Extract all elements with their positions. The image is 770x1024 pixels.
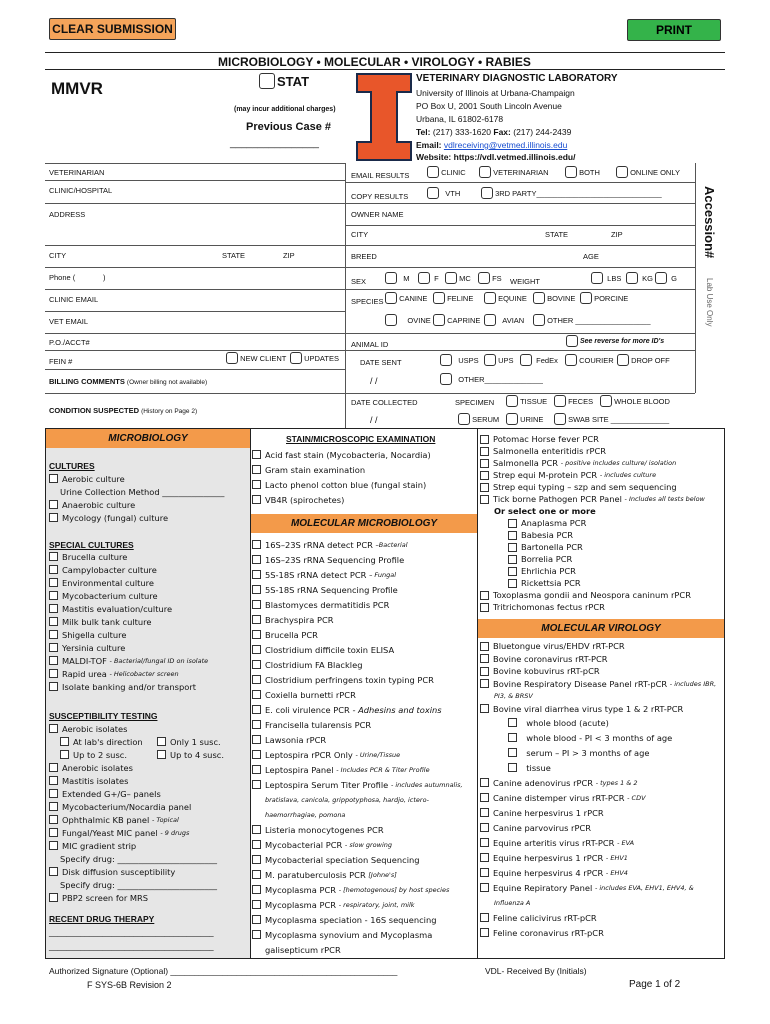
mm-lawsonia-option[interactable]: Lawsonia rPCR: [252, 732, 463, 747]
rapid-urea-option[interactable]: Rapid urea - Helicobacter screen: [49, 667, 208, 680]
ehv4-option[interactable]: Equine herpesvirus 4 rPCR - EHV4: [480, 865, 716, 880]
specimen-serum-option[interactable]: SERUM: [458, 413, 499, 425]
email-results-label: EMAIL RESULTS: [351, 171, 410, 180]
brd-panel-option[interactable]: Bovine Respiratory Disease Panel rRT-pCR - includes IBR,: [480, 678, 716, 691]
date-sent-field[interactable]: / /: [370, 376, 378, 386]
address-line-2: PO Box U, 2001 South Lincoln Avenue: [416, 101, 562, 111]
mm-cperfringens-option[interactable]: Clostridium perfringens toxin typing PCR: [252, 672, 463, 687]
mycobacterium-panel-option[interactable]: Mycobacterium/Nocardia panel: [49, 800, 224, 813]
sex-fs-option[interactable]: FS: [478, 272, 502, 284]
mm-mycoplasma-syn-option[interactable]: Mycoplasma synovium and Mycoplasma: [252, 927, 463, 942]
mm-listeria-option[interactable]: Listeria monocytogenes PCR: [252, 822, 463, 837]
gram-stain-option[interactable]: Gram stain examination: [252, 462, 431, 477]
yersinia-culture-option[interactable]: Yersinia culture: [49, 641, 208, 654]
veterinarian-label: VETERINARIAN: [49, 168, 105, 177]
phone-fax: Tel: (217) 333-1620 Fax: (217) 244-2439: [416, 127, 572, 137]
labs-direction-option[interactable]: At lab's direction Only 1 susc.: [49, 735, 224, 748]
recent-drug-field-1[interactable]: _____________________________________: [49, 928, 214, 937]
phone-label: Phone (: [49, 273, 76, 282]
specimen-feces-option[interactable]: FECES: [554, 395, 593, 407]
stain-section-header: STAIN/MICROSCOPIC EXAMINATION: [286, 434, 436, 444]
mm-mycoplasma-resp-option[interactable]: Mycoplasma PCR - respiratory, joint, milk: [252, 897, 463, 912]
mastitis-culture-option[interactable]: Mastitis evaluation/culture: [49, 602, 208, 615]
address-label: ADDRESS: [49, 210, 86, 219]
bvd-wb-acute-option[interactable]: whole blood (acute): [480, 715, 716, 730]
owner-zip-label: ZIP: [611, 230, 623, 239]
copy-third-party-option[interactable]: 3RD PARTY______________________________: [481, 187, 662, 199]
bvd-tissue-option[interactable]: tissue: [480, 760, 716, 775]
anerobic-isolates-option[interactable]: Anerobic isolates: [49, 761, 224, 774]
species-canine-option[interactable]: CANINE: [385, 292, 427, 304]
environmental-culture-option[interactable]: Environmental culture: [49, 576, 208, 589]
stat-label: STAT: [277, 73, 310, 89]
mm-5s-detect-option[interactable]: 5S-18S rRNA detect PCR – Fungal: [252, 567, 463, 582]
mm-brucella-option[interactable]: Brucella PCR: [252, 627, 463, 642]
extended-panels-option[interactable]: Extended G+/G– panels: [49, 787, 224, 800]
owner-state-label: STATE: [545, 230, 569, 239]
mm-blastomyces-option[interactable]: Blastomyces dermatitidis PCR: [252, 597, 463, 612]
breed-label: BREED: [351, 252, 377, 261]
recent-drug-header: RECENT DRUG THERAPY: [49, 914, 155, 924]
date-collected-field[interactable]: / /: [370, 415, 378, 425]
urine-collection-field[interactable]: Urine Collection Method _______________: [60, 486, 225, 497]
mycobacterium-culture-option[interactable]: Mycobacterium culture: [49, 589, 208, 602]
aerobic-culture-option[interactable]: Aerobic culture: [49, 472, 224, 485]
clinic-email-label: CLINIC EMAIL: [49, 295, 99, 304]
cultures-header: CULTURES: [49, 461, 95, 471]
mm-ecoli-option[interactable]: E. coli virulence PCR - Adhesins and toxins: [252, 702, 463, 717]
molecular-virology-section-header: MOLECULAR VIROLOGY: [478, 619, 724, 638]
milk-bulk-tank-option[interactable]: Milk bulk tank culture: [49, 615, 208, 628]
clinic-label: CLINIC/HOSPITAL: [49, 186, 113, 195]
address-line-3: Urbana, IL 61802-6178: [416, 114, 504, 124]
clear-submission-button[interactable]: CLEAR SUBMISSION: [49, 18, 176, 40]
rickettsia-option[interactable]: Rickettsia PCR: [480, 577, 705, 589]
bovine-kobu-option[interactable]: Bovine kobuvirus rRT-pCR: [480, 665, 716, 678]
toxoplasma-option[interactable]: Toxoplasma gondii and Neospora caninum rPCR: [480, 589, 705, 601]
acid-fast-option[interactable]: Acid fast stain (Mycobacteria, Nocardia): [252, 447, 431, 462]
ehv1-option[interactable]: Equine herpesvirus 1 rPCR - EHV1: [480, 850, 716, 865]
special-cultures-header: SPECIAL CULTURES: [49, 540, 134, 550]
mm-mycoplasma-spec-option[interactable]: Mycoplasma speciation - 16S sequencing: [252, 912, 463, 927]
po-acct-label: P.O./ACCT#: [49, 338, 90, 347]
age-label: AGE: [583, 252, 599, 261]
state-label: STATE: [222, 251, 246, 260]
brucella-culture-option[interactable]: Brucella culture: [49, 550, 208, 563]
anaplasma-option[interactable]: Anaplasma PCR: [480, 517, 705, 529]
vet-email-label: VET EMAIL: [49, 317, 89, 326]
weight-label: WEIGHT: [510, 277, 540, 286]
mm-cdiff-option[interactable]: Clostridium difficile toxin ELISA: [252, 642, 463, 657]
owner-city-label: CITY: [351, 230, 369, 239]
mm-mycoplasma-hemo-option[interactable]: Mycoplasma PCR - [hemotogenous] by host species: [252, 882, 463, 897]
mm-francisella-option[interactable]: Francisella tularensis PCR: [252, 717, 463, 732]
previous-case-label: Previous Case #: [246, 121, 331, 133]
bovine-corona-option[interactable]: Bovine coronavirus rRT-PCR: [480, 653, 716, 666]
equine-arteritis-option[interactable]: Equine arteritis virus rRT-PCR - EVA: [480, 835, 716, 850]
specify-drug-field-2[interactable]: Specify drug: ________________________: [60, 879, 218, 890]
shigella-culture-option[interactable]: Shigella culture: [49, 628, 208, 641]
lab-email: Email: vdlreceiving@vetmed.illinois.edu: [416, 140, 568, 150]
bvd-serum-option[interactable]: serum – PI > 3 months of age: [480, 745, 716, 760]
zip-label: ZIP: [283, 251, 295, 260]
print-button[interactable]: PRINT: [627, 19, 721, 41]
sex-label: SEX: [351, 277, 367, 286]
lab-email-link[interactable]: vdlreceiving@vetmed.illinois.edu: [443, 140, 568, 150]
ship-courier-option[interactable]: COURIER: [565, 354, 614, 366]
canine-herpes-option[interactable]: Canine herpesvirus 1 rPCR: [480, 805, 716, 820]
susceptibility-list: [49, 722, 224, 904]
mm-paratb-option[interactable]: M. paratuberculosis PCR [Johne's]: [252, 867, 463, 882]
mic-gradient-option[interactable]: MIC gradient strip: [49, 839, 224, 852]
ophthalmic-panel-option[interactable]: Ophthalmic KB panel - Topical: [49, 813, 224, 826]
animal-id-label: ANIMAL ID: [351, 340, 389, 349]
special-cultures-list: [49, 550, 208, 693]
weight-kg-option[interactable]: KG: [626, 272, 653, 284]
date-sent-label: DATE SENT: [360, 358, 402, 367]
mm-clostridium-fa-option[interactable]: Clostridium FA Blackleg: [252, 657, 463, 672]
mm-lepto-pcr-option[interactable]: Leptospira rPCR Only - Urine/Tissue: [252, 747, 463, 762]
mm-coxiella-option[interactable]: Coxiella burnetti rPCR: [252, 687, 463, 702]
ship-usps-option[interactable]: USPS: [440, 354, 479, 366]
species-feline-option[interactable]: FELINE: [433, 292, 473, 304]
feline-calici-option[interactable]: Feline calicivirus rRT-pCR: [480, 910, 716, 925]
weight-g-option[interactable]: G: [655, 272, 677, 284]
billing-comments-label: BILLING COMMENTS (Owner billing not available): [49, 377, 208, 386]
virology-list: [480, 640, 716, 940]
species-porcine-option[interactable]: PORCINE: [580, 292, 628, 304]
specimen-label: SPECIMEN: [455, 398, 495, 407]
species-label: SPECIES: [351, 297, 384, 306]
stat-note: (may incur additional charges): [234, 106, 336, 113]
babesia-option[interactable]: Babesia PCR: [480, 529, 705, 541]
mm-brachyspira-option[interactable]: Brachyspira PCR: [252, 612, 463, 627]
specimen-wholeblood-option[interactable]: WHOLE BLOOD: [600, 395, 670, 407]
susceptibility-header: SUSCEPTIBILITY TESTING: [49, 711, 158, 721]
potomac-option[interactable]: Potomac Horse fever PCR: [480, 433, 705, 445]
email-both-option[interactable]: BOTH: [565, 166, 600, 178]
stat-checkbox-group: [259, 73, 309, 89]
mm-16s-detect-option[interactable]: 16S–23S rRNA detect PCR –Bacterial: [252, 537, 463, 552]
fungal-mic-option[interactable]: Fungal/Yeast MIC panel - 9 drugs: [49, 826, 224, 839]
bvd-wb-pi-option[interactable]: whole blood - PI < 3 months of age: [480, 730, 716, 745]
ship-dropoff-option[interactable]: DROP OFF: [617, 354, 670, 366]
email-clinic-option[interactable]: CLINIC: [427, 166, 466, 178]
bartonella-option[interactable]: Bartonella PCR: [480, 541, 705, 553]
lab-use-only-label: Lab Use Only: [705, 278, 714, 327]
specimen-tissue-option[interactable]: TISSUE: [506, 395, 547, 407]
online-only-option[interactable]: ONLINE ONLY: [616, 166, 680, 178]
molecular-micro-list: [252, 537, 463, 957]
maldi-tof-option[interactable]: MALDI-TOF - Bacterial/fungal ID on isolate: [49, 654, 208, 667]
lab-website: Website: https://vdl.vetmed.illinois.edu/: [416, 152, 576, 162]
isolate-banking-option[interactable]: Isolate banking and/or transport: [49, 680, 208, 693]
borrelia-option[interactable]: Borrelia PCR: [480, 553, 705, 565]
owner-name-label: OWNER NAME: [351, 210, 404, 219]
anaerobic-culture-option[interactable]: Anaerobic culture: [49, 498, 224, 511]
copy-vth-option[interactable]: VTH: [427, 187, 460, 199]
resp-cont: Influenza A: [494, 898, 531, 907]
vb4r-option[interactable]: VB4R (spirochetes): [252, 492, 431, 507]
disk-diffusion-option[interactable]: Disk diffusion susceptibility: [49, 865, 224, 878]
mm-lepto-titer-option[interactable]: Leptospira Serum Titer Profile - includes autumnalis,: [252, 777, 463, 792]
mm-mycobact-seq-option[interactable]: Mycobacterial speciation Sequencing: [252, 852, 463, 867]
bluetongue-option[interactable]: Bluetongue virus/EHDV rRT-PCR: [480, 640, 716, 653]
molecular-micro-section-header: MOLECULAR MICROBIOLOGY: [251, 514, 477, 533]
mm-mycobact-pcr-option[interactable]: Mycobacterial PCR - slow growing: [252, 837, 463, 852]
pathogen-list: [480, 433, 705, 613]
fein-label: FEIN #: [49, 357, 73, 366]
mm-5s-seq-option[interactable]: 5S-18S rRNA Sequencing Profile: [252, 582, 463, 597]
banner-title: MICROBIOLOGY • MOLECULAR • VIROLOGY • RABIES: [218, 55, 531, 69]
lepto-cont-2: haemorrhagiae, pomona: [265, 810, 346, 819]
recent-drug-field-2[interactable]: _____________________________________: [49, 942, 214, 951]
mastitis-isolates-option[interactable]: Mastitis isolates: [49, 774, 224, 787]
phone-close: ): [103, 273, 106, 282]
ship-ups-option[interactable]: UPS: [484, 354, 514, 366]
mycology-culture-option[interactable]: Mycology (fungal) culture: [49, 511, 224, 524]
signature-field[interactable]: Authorized Signature (Optional) ________________________________________________: [49, 966, 398, 976]
species-caprine-option[interactable]: CAPRINE: [433, 314, 480, 326]
mm-lepto-panel-option[interactable]: Leptospira Panel - Includes PCR & Titer Profile: [252, 762, 463, 777]
revision-label: F SYS-6B Revision 2: [87, 980, 172, 990]
species-ovine-option[interactable]: OVINE: [385, 314, 431, 326]
canine-distemper-option[interactable]: Canine distemper virus rRT-PCR - CDV: [480, 790, 716, 805]
cultures-list: [49, 472, 224, 524]
lab-name: VETERINARY DIAGNOSTIC LABORATORY: [416, 73, 618, 84]
copy-results-label: COPY RESULTS: [351, 192, 409, 201]
ship-fedex-option[interactable]: FedEx: [520, 354, 558, 366]
stain-list: [252, 447, 431, 507]
canine-adeno-option[interactable]: Canine adenovirus rPCR - types 1 & 2: [480, 775, 716, 790]
specimen-urine-option[interactable]: URINE: [506, 413, 543, 425]
accession-label: Accession#: [702, 186, 717, 259]
sex-m-option[interactable]: M: [385, 272, 410, 284]
new-client-option[interactable]: NEW CLIENT: [226, 352, 286, 364]
date-collected-label: DATE COLLECTED: [351, 398, 418, 407]
brd-cont: PI3, & BRSV: [494, 692, 533, 701]
tritrichomonas-option[interactable]: Tritrichomonas fectus rPCR: [480, 601, 705, 613]
address-line-1: University of Illinois at Urbana-Champaign: [416, 88, 575, 98]
microbiology-section-header: MICROBIOLOGY: [46, 429, 250, 448]
form-code: MMVR: [51, 79, 103, 98]
illinois-logo-icon: [355, 72, 413, 162]
species-equine-option[interactable]: EQUINE: [484, 292, 527, 304]
select-one-label: Or select one or more: [494, 506, 596, 516]
email-vet-option[interactable]: VETERINARIAN: [479, 166, 549, 178]
specify-drug-field-1[interactable]: Specify drug: ________________________: [60, 853, 218, 864]
lacto-phenol-option[interactable]: Lacto phenol cotton blue (fungal stain): [252, 477, 431, 492]
tick-panel-option[interactable]: Tick borne Pathogen PCR Panel - Includes all tests below: [480, 493, 705, 505]
salmonella-pcr-option[interactable]: Salmonella PCR - positive includes culture/ isolation: [480, 457, 705, 469]
equine-resp-panel-option[interactable]: Equine Repiratory Panel - includes EVA, EHV1, EHV4, &: [480, 880, 716, 895]
species-bovine-option[interactable]: BOVINE: [533, 292, 575, 304]
city-label: CITY: [49, 251, 67, 260]
strep-mprotein-option[interactable]: Strep equi M-protein PCR - includes culture: [480, 469, 705, 481]
updates-option[interactable]: UPDATES: [290, 352, 339, 364]
campylobacter-culture-option[interactable]: Campylobacter culture: [49, 563, 208, 576]
species-other-option[interactable]: OTHER __________________: [533, 314, 651, 326]
condition-label: CONDITION SUSPECTED (History on Page 2): [49, 406, 198, 415]
salmonella-enteritidis-option[interactable]: Salmonella enteritidis rPCR: [480, 445, 705, 457]
weight-lbs-option[interactable]: LBS: [591, 272, 621, 284]
ehrlichia-option[interactable]: Ehrlichia PCR: [480, 565, 705, 577]
specimen-swab-option[interactable]: SWAB SITE ______________: [554, 413, 669, 425]
received-by-field[interactable]: VDL- Received By (Initials): [485, 966, 587, 976]
bvd-option[interactable]: Bovine viral diarrhea virus type 1 & 2 rRT-PCR: [480, 703, 716, 716]
sex-mc-option[interactable]: MC: [445, 272, 471, 284]
lepto-cont-1: bratislava, canicola, grippotyphosa, hardjo, ictero-: [265, 795, 429, 804]
ship-other-option[interactable]: OTHER______________: [440, 373, 543, 385]
canine-parvo-option[interactable]: Canine parvovirus rPCR: [480, 820, 716, 835]
mm-16s-seq-option[interactable]: 16S–23S rRNA Sequencing Profile: [252, 552, 463, 567]
gallisepticum-cont: galisepticum rPCR: [265, 944, 341, 955]
stat-checkbox[interactable]: [259, 73, 275, 89]
sex-f-option[interactable]: F: [418, 272, 439, 284]
pbp2-screen-option[interactable]: PBP2 screen for MRS: [49, 891, 224, 904]
up-to-2-option[interactable]: Up to 2 susc. Up to 4 susc.: [49, 748, 224, 761]
page-number: Page 1 of 2: [629, 979, 681, 990]
species-avian-option[interactable]: AVIAN: [484, 314, 524, 326]
previous-case-field[interactable]: ________________: [230, 138, 319, 149]
strep-typing-option[interactable]: Strep equi typing – szp and sem sequencing: [480, 481, 705, 493]
feline-corona-option[interactable]: Feline coronavirus rRT-pCR: [480, 925, 716, 940]
aerobic-isolates-option[interactable]: Aerobic isolates: [49, 722, 224, 735]
see-reverse-option[interactable]: See reverse for more ID's: [566, 335, 664, 347]
